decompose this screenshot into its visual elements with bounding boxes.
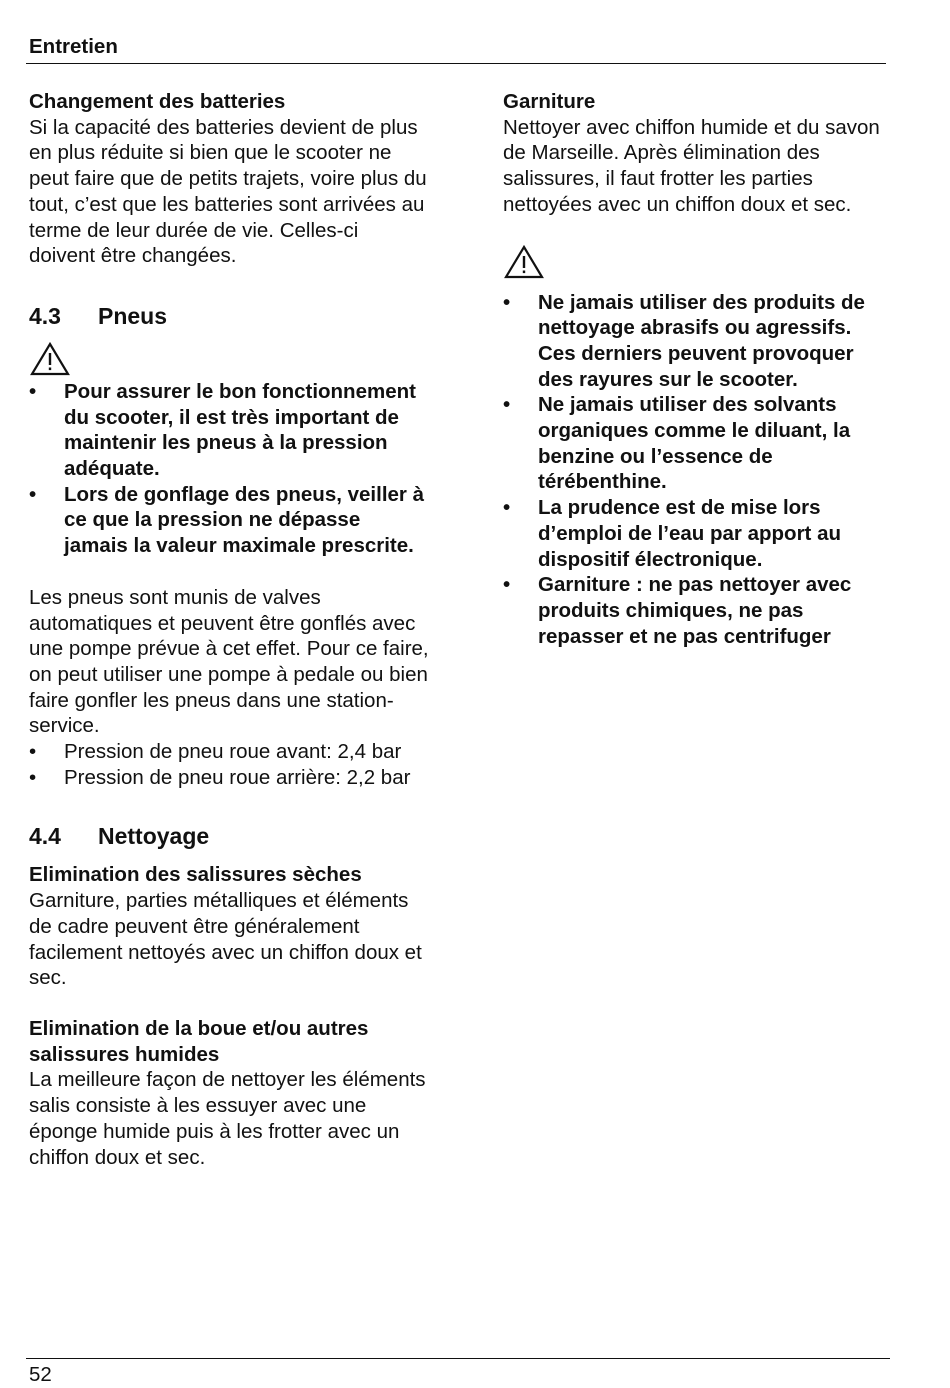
list-item: • Ne jamais utiliser des produits de nettoyage abrasifs ou agressifs. Ces derniers peuvent provoquer des rayures sur le scooter.	[503, 290, 893, 393]
list-item: • Lors de gonflage des pneus, veiller à ce que la pression ne dépasse jamais la valeur maximale prescrite.	[29, 482, 429, 559]
page-number: 52	[29, 1363, 52, 1386]
garniture-title: Garniture	[503, 90, 596, 113]
batteries-section	[29, 89, 429, 269]
pneus-heading	[29, 302, 429, 330]
page-header-title: Entretien	[29, 35, 118, 58]
wet-cleaning-body: La meilleure façon de nettoyer les éléments salis consiste à les essuyer avec une éponge humide puis à les frotter avec un chiffon doux et sec.	[29, 1068, 426, 1169]
warning-triangle-icon	[503, 244, 545, 280]
pneus-warning-list	[29, 379, 429, 559]
list-item: • Pression de pneu roue avant: 2,4 bar	[29, 739, 429, 765]
wet-cleaning-title: Elimination de la boue et/ou autres salissures humides	[29, 1016, 369, 1066]
wet-cleaning-section	[29, 1016, 429, 1170]
batteries-title: Changement des batteries	[29, 90, 286, 113]
pneus-body: Les pneus sont munis de valves automatiques et peuvent être gonflés avec une pompe prévue à cet effet. Pour ce faire, on peut utiliser une pompe à pedale ou bien faire gonfler les pneus dans une station-service.	[29, 585, 429, 738]
list-item: • Garniture : ne pas nettoyer avec produits chimiques, ne pas repasser et ne pas centrifuger	[503, 572, 893, 649]
garniture-section	[503, 89, 893, 218]
tire-pressure-list	[29, 739, 429, 790]
left-column	[29, 89, 429, 1170]
footer-divider	[26, 1358, 890, 1359]
warning-triangle-icon	[29, 341, 71, 377]
list-item: • La prudence est de mise lors d’emploi de l’eau par apport au dispositif électronique.	[503, 495, 893, 572]
cleaning-warning-list	[503, 290, 893, 650]
dry-cleaning-section	[29, 862, 429, 991]
nettoyage-heading	[29, 822, 429, 850]
garniture-body: Nettoyer avec chiffon humide et du savon de Marseille. Après élimination des salissures, il faut frotter les parties nettoyées avec un chiffon doux et sec.	[503, 115, 880, 216]
right-column	[503, 89, 893, 649]
pneus-section-number: 4.3	[29, 302, 61, 329]
dry-cleaning-title: Elimination des salissures sèches	[29, 863, 362, 887]
dry-cleaning-body: Garniture, parties métalliques et éléments de cadre peuvent être généralement facilement nettoyés avec un chiffon doux et sec.	[29, 889, 422, 990]
list-item: • Ne jamais utiliser des solvants organiques comme le diluant, la benzine ou l’essence de térébenthine.	[503, 392, 893, 495]
nettoyage-section-title: Nettoyage	[98, 823, 210, 850]
nettoyage-section-number: 4.4	[29, 823, 61, 850]
pneus-section-title: Pneus	[98, 302, 168, 329]
list-item: • Pour assurer le bon fonctionnement du scooter, il est très important de maintenir les pneus à la pression adéquate.	[29, 379, 429, 482]
list-item: • Pression de pneu roue arrière: 2,2 bar	[29, 765, 429, 791]
header-divider	[26, 63, 886, 64]
batteries-body: Si la capacité des batteries devient de plus en plus réduite si bien que le scooter ne peut faire que de petits trajets, voire plus du tout, c’est que les batteries sont arrivées au terme de leur durée de vie. Celles-ci doivent être changées.	[29, 115, 427, 268]
